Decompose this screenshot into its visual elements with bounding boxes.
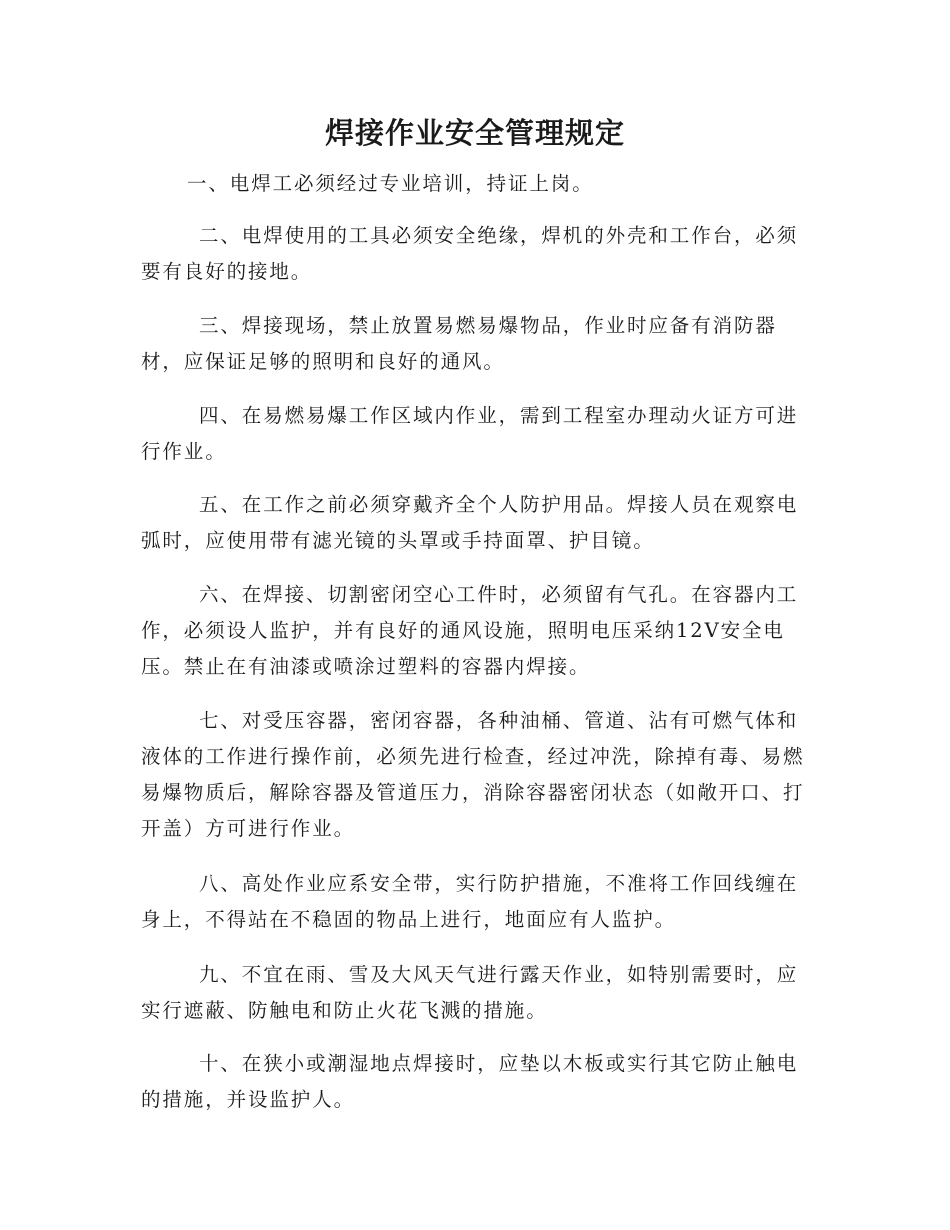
rule-paragraph-7: 七、对受压容器，密闭容器，各种油桶、管道、沾有可燃气体和液体的工作进行操作前，必须先进行检查，经过冲洗，除掉有毒、易燃易爆物质后，解除容器及管道压力，消除容器密闭状态（如敞开口、打开盖）方可进行作业。	[141, 709, 805, 840]
rule-paragraph-8: 八、高处作业应系安全带，实行防护措施，不准将工作回线缠在身上，不得站在不稳固的物品上进行，地面应有人监护。	[141, 872, 799, 931]
rule-paragraph-1: 一、电焊工必须经过专业培训，持证上岗。	[187, 172, 594, 195]
rule-paragraph-6: 六、在焊接、切割密闭空心工件时，必须留有气孔。在容器内工作，必须设人监护，并有良好的通风设施，照明电压采纳12V安全电压。禁止在有油漆或喷涂过塑料的容器内焊接。	[141, 583, 799, 678]
rule-paragraph-4: 四、在易燃易爆工作区域内作业，需到工程室办理动火证方可进行作业。	[141, 404, 799, 463]
rule-paragraph-2: 二、电焊使用的工具必须安全绝缘，焊机的外壳和工作台，必须要有良好的接地。	[141, 224, 799, 283]
rule-paragraph-5: 五、在工作之前必须穿戴齐全个人防护用品。焊接人员在观察电弧时，应使用带有滤光镜的头罩或手持面罩、护目镜。	[141, 493, 799, 552]
rule-paragraph-9: 九、不宜在雨、雪及大风天气进行露天作业，如特别需要时，应实行遮蔽、防触电和防止火花飞溅的措施。	[141, 963, 799, 1022]
rule-paragraph-10: 十、在狭小或潮湿地点焊接时，应垫以木板或实行其它防止触电的措施，并设监护人。	[141, 1052, 799, 1111]
rule-paragraph-3: 三、焊接现场，禁止放置易燃易爆物品，作业时应备有消防器材，应保证足够的照明和良好的通风。	[141, 314, 777, 373]
document-title: 焊接作业安全管理规定	[324, 116, 625, 150]
